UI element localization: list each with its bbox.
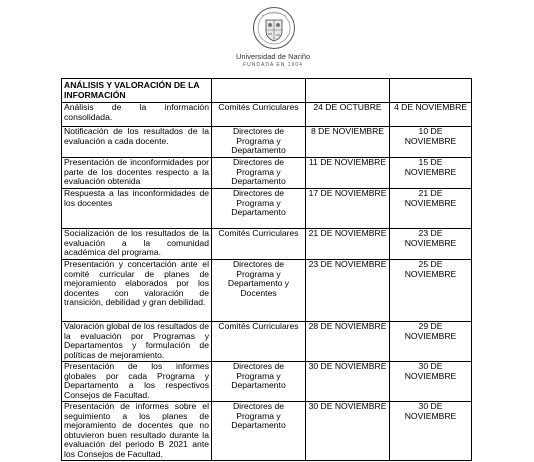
- empty-cell: [306, 79, 390, 103]
- responsible-cell: Comités Curriculares: [212, 103, 306, 127]
- start-date-cell: 17 DE NOVIEMBRE: [306, 189, 390, 229]
- table-row: [62, 322, 472, 362]
- university-seal-icon: [252, 6, 296, 50]
- end-date-cell: 30 DE NOVIEMBRE: [390, 362, 472, 402]
- activity-cell: Presentación de los informes globales por cada Programa y Departamento a los respectivos Consejos de Facultad.: [62, 362, 212, 402]
- table-row: [62, 260, 472, 322]
- table-row: [62, 362, 472, 402]
- start-date-cell: 23 DE NOVIEMBRE: [306, 260, 390, 322]
- start-date-cell: 11 DE NOVIEMBRE: [306, 158, 390, 189]
- activity-cell: Análisis de la información consolidada.: [62, 103, 212, 127]
- activity-cell: Presentación y concertación ante el comité curricular de planes de mejoramiento elaborados por los docentes con valoración de transición, debilidad y gran debilidad.: [62, 260, 212, 322]
- end-date-cell: 25 DE NOVIEMBRE: [390, 260, 472, 322]
- responsible-cell: Directores de Programa y Departamento: [212, 127, 306, 158]
- activity-cell: Valoración global de los resultados de la evaluación por Programas y Departamentos y formulación de políticas de mejoramiento.: [62, 322, 212, 362]
- end-date-cell: 23 DE NOVIEMBRE: [390, 229, 472, 260]
- responsible-cell: Directores de Programa y Departamento: [212, 158, 306, 189]
- empty-cell: [212, 79, 306, 103]
- start-date-cell: 24 DE OCTUBRE: [306, 103, 390, 127]
- section-header-row: [62, 79, 472, 103]
- responsible-cell: Directores de Programa y Departamento: [212, 189, 306, 229]
- responsible-cell: Comités Curriculares: [212, 229, 306, 260]
- activity-cell: Notificación de los resultados de la evaluación a cada docente.: [62, 127, 212, 158]
- start-date-cell: 8 DE NOVIEMBRE: [306, 127, 390, 158]
- table-row: [62, 103, 472, 127]
- responsible-cell: Directores de Programa y Departamento: [212, 402, 306, 461]
- table-row: [62, 127, 472, 158]
- activity-cell: Socialización de los resultados de la evaluación a la comunidad académica del programa.: [62, 229, 212, 260]
- activity-cell: Presentación de informes sobre el seguimiento a los planes de mejoramiento de docentes que no obtuvieron buen resultado durante la evaluación del periodo B 2021 ante los Consejos de Facultad.: [62, 402, 212, 461]
- end-date-cell: 29 DE NOVIEMBRE: [390, 322, 472, 362]
- responsible-cell: Directores de Programa y Departamento: [212, 362, 306, 402]
- end-date-cell: 21 DE NOVIEMBRE: [390, 189, 472, 229]
- end-date-cell: 4 DE NOVIEMBRE: [390, 103, 472, 127]
- start-date-cell: 21 DE NOVIEMBRE: [306, 229, 390, 260]
- empty-cell: [390, 79, 472, 103]
- activity-cell: Presentación de inconformidades por parte de los docentes respecto a la evaluación obtenida: [62, 158, 212, 189]
- activity-cell: Respuesta a las inconformidades de los docentes: [62, 189, 212, 229]
- responsible-cell: Directores de Programa y Departamento y Docentes: [212, 260, 306, 322]
- start-date-cell: 28 DE NOVIEMBRE: [306, 322, 390, 362]
- start-date-cell: 30 DE NOVIEMBRE: [306, 402, 390, 461]
- responsible-cell: Comités Curriculares: [212, 322, 306, 362]
- end-date-cell: 15 DE NOVIEMBRE: [390, 158, 472, 189]
- end-date-cell: 10 DE NOVIEMBRE: [390, 127, 472, 158]
- table-row: [62, 229, 472, 260]
- table-row: [62, 189, 472, 229]
- schedule-table: [61, 78, 472, 461]
- table-row: [62, 402, 472, 461]
- university-logo: [236, 6, 310, 76]
- end-date-cell: 30 DE NOVIEMBRE: [390, 402, 472, 461]
- section-title: ANÁLISIS Y VALORACIÓN DE LA INFORMACIÓN: [62, 79, 212, 103]
- table-row: [62, 158, 472, 189]
- logo-name: Universidad de Nariño: [236, 52, 311, 61]
- logo-founded: FUNDADA EN 1904: [243, 62, 303, 68]
- start-date-cell: 30 DE NOVIEMBRE: [306, 362, 390, 402]
